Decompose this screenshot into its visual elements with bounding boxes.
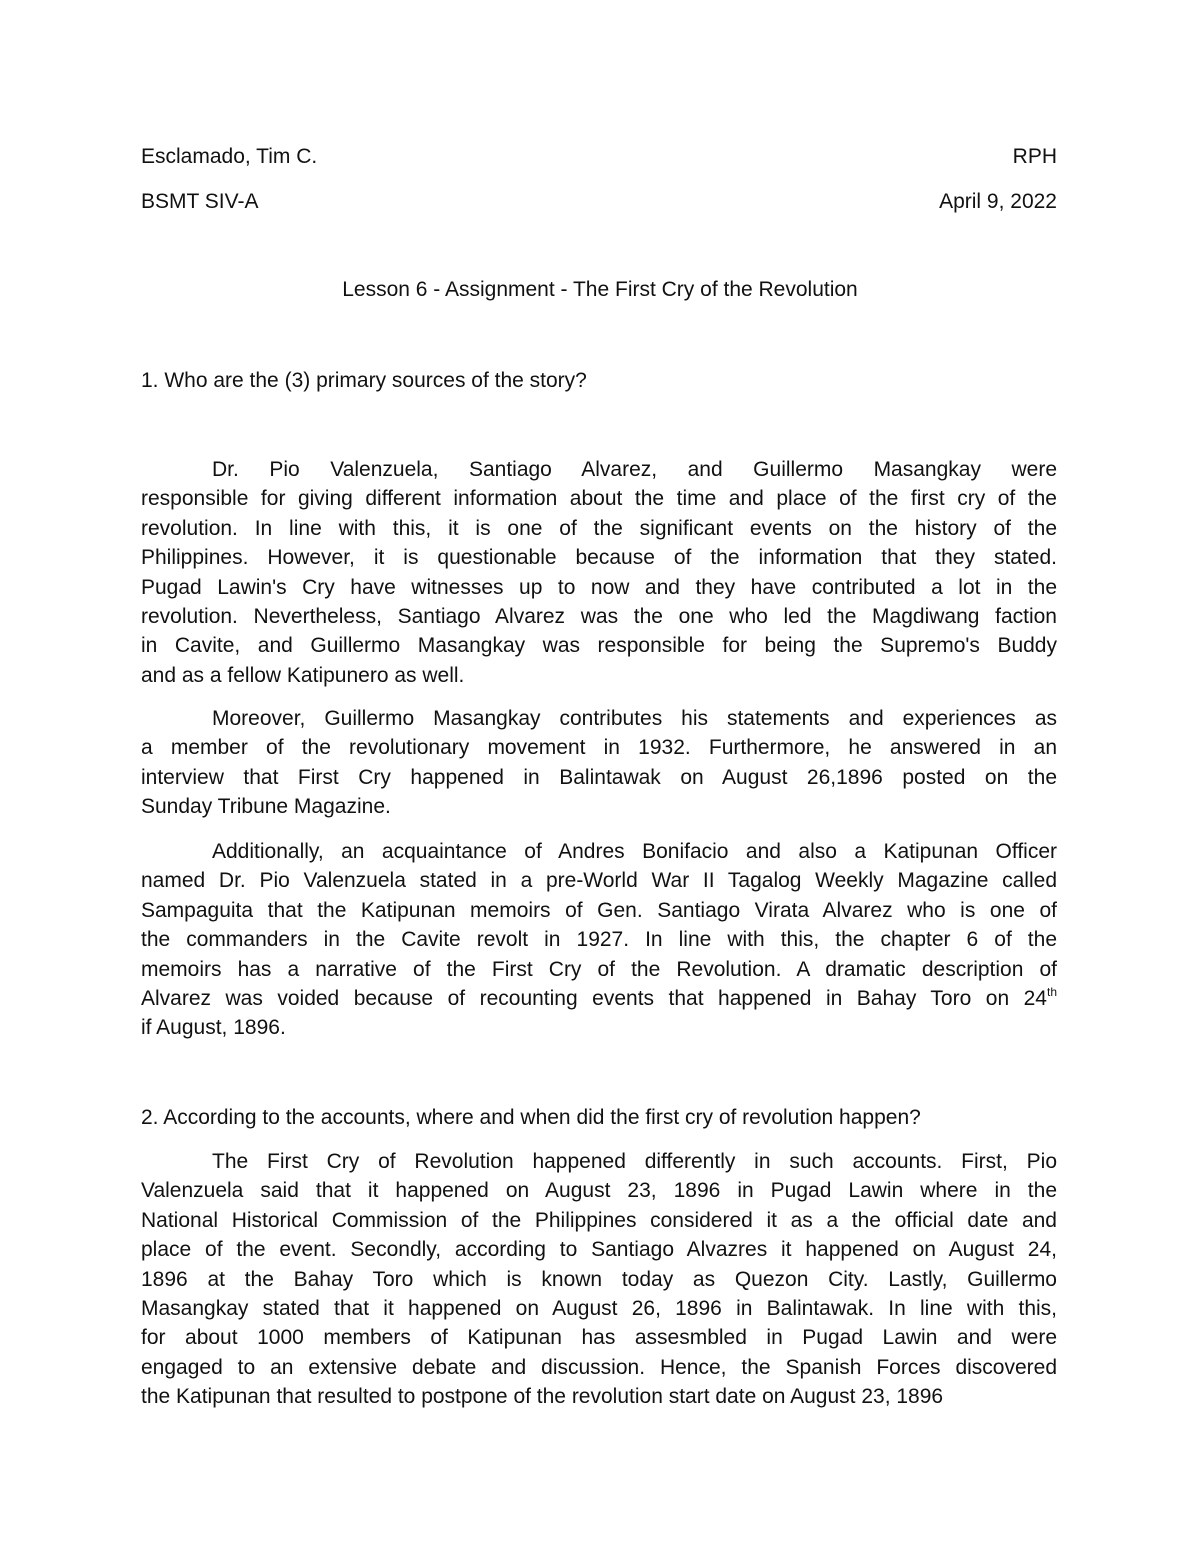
paragraph-line: interview that First Cry happened in Balintawak on August 26,1896 posted on the: [141, 765, 1057, 789]
paragraph-line: revolution. Nevertheless, Santiago Alvarez was the one who led the Magdiwang faction: [141, 605, 1057, 629]
paragraph-line: Pugad Lawin's Cry have witnesses up to now and they have contributed a lot in the: [141, 575, 1057, 599]
student-name: Esclamado, Tim C.: [141, 145, 318, 168]
paragraph-line: engaged to an extensive debate and discussion. Hence, the Spanish Forces discovered: [141, 1355, 1057, 1379]
paragraph-line: the Katipunan that resulted to postpone of the revolution start date on August 23, 1896: [141, 1385, 944, 1409]
paragraph-line: the commanders in the Cavite revolt in 1927. In line with this, the chapter 6 of the: [141, 928, 1057, 952]
q1-paragraph-2: [141, 704, 1057, 822]
question-2: 2. According to the accounts, where and when did the first cry of revolution happen?: [141, 1106, 921, 1129]
q2-paragraph-1: [141, 1147, 1057, 1412]
question-1: 1. Who are the (3) primary sources of the story?: [141, 369, 587, 392]
ordinal-superscript: th: [1046, 985, 1057, 1000]
paragraph-line: National Historical Commission of the Philippines considered it as a the official date and: [141, 1208, 1057, 1232]
paragraph-line-text: Alvarez was voided because of recounting events that happened in Bahay Toro on 24: [141, 987, 1047, 1011]
paragraph-line: and as a fellow Katipunero as well.: [141, 663, 465, 687]
paragraph-line: responsible for giving different information about the time and place of the first cry of the: [141, 487, 1057, 511]
paragraph-line: 1896 at the Bahay Toro which is known today as Quezon City. Lastly, Guillermo: [141, 1267, 1057, 1291]
paragraph-line: Valenzuela said that it happened on August 23, 1896 in Pugad Lawin where in the: [141, 1179, 1057, 1203]
submission-date: April 9, 2022: [939, 190, 1057, 213]
header-row-2: [141, 190, 1057, 214]
paragraph-line: Sunday Tribune Magazine.: [141, 795, 391, 819]
q1-paragraph-1: [141, 455, 1057, 690]
paragraph-line: Philippines. However, it is questionable because of the information that they stated.: [141, 546, 1057, 570]
paragraph-line: for about 1000 members of Katipunan has assesmbled in Pugad Lawin and were: [141, 1326, 1057, 1350]
paragraph-line: in Cavite, and Guillermo Masangkay was responsible for being the Supremo's Buddy: [141, 634, 1057, 658]
paragraph-line-with-superscript: [141, 984, 1057, 1013]
paragraph-line: revolution. In line with this, it is one of the significant events on the history of the: [141, 516, 1057, 540]
paragraph-line: Dr. Pio Valenzuela, Santiago Alvarez, and Guillermo Masangkay were: [212, 458, 1057, 481]
header-row-1: [141, 145, 1057, 169]
course-code: RPH: [1012, 145, 1057, 168]
paragraph-line: a member of the revolutionary movement in 1932. Furthermore, he answered in an: [141, 736, 1057, 760]
paragraph-line: if August, 1896.: [141, 1016, 286, 1040]
paragraph-line: Masangkay stated that it happened on August 26, 1896 in Balintawak. In line with this,: [141, 1297, 1057, 1321]
paragraph-line: memoirs has a narrative of the First Cry of the Revolution. A dramatic description of: [141, 957, 1057, 981]
paragraph-line: place of the event. Secondly, according to Santiago Alvazres it happened on August 24,: [141, 1238, 1057, 1262]
document-title: Lesson 6 - Assignment - The First Cry of the Revolution: [342, 278, 858, 301]
paragraph-line: Additionally, an acquaintance of Andres Bonifacio and also a Katipunan Officer: [212, 840, 1057, 863]
section: BSMT SIV-A: [141, 190, 259, 213]
paragraph-line: The First Cry of Revolution happened differently in such accounts. First, Pio: [212, 1150, 1057, 1173]
paragraph-line: Moreover, Guillermo Masangkay contributes his statements and experiences as: [212, 707, 1057, 730]
q1-paragraph-3: [141, 837, 1057, 1043]
paragraph-line: Sampaguita that the Katipunan memoirs of Gen. Santiago Virata Alvarez who is one of: [141, 898, 1057, 922]
paragraph-line: named Dr. Pio Valenzuela stated in a pre-World War II Tagalog Weekly Magazine called: [141, 869, 1057, 893]
